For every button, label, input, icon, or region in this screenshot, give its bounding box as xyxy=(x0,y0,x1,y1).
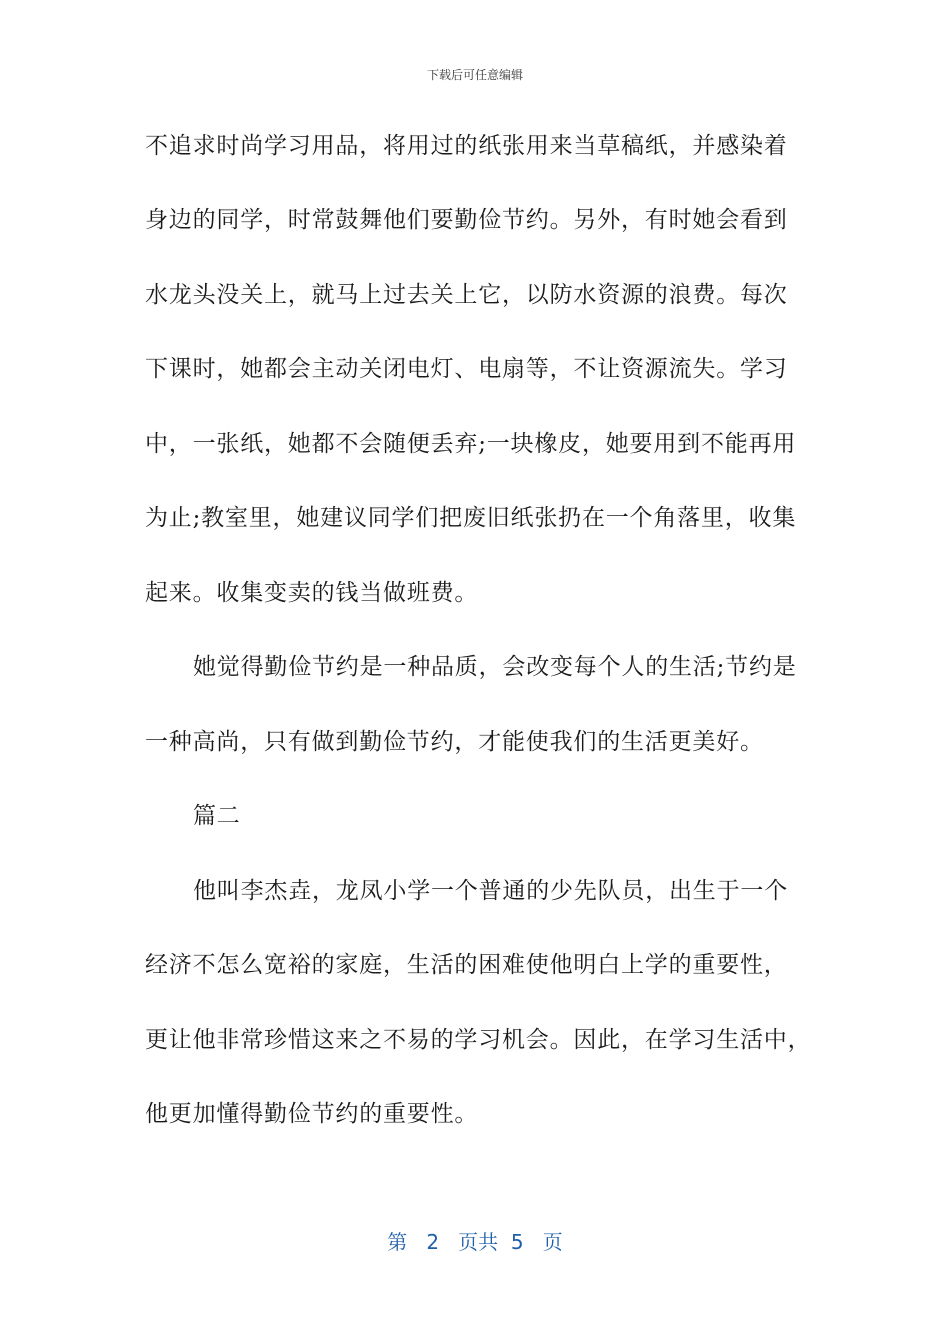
page-header: 下载后可任意编辑 xyxy=(426,68,523,82)
footer-suffix: 页 xyxy=(542,1230,563,1254)
page-footer xyxy=(0,1226,950,1255)
paragraph-start-line: 他叫李杰垚，龙凤小学一个普通的少先队员，出生于一个 xyxy=(193,878,788,904)
body-line: 中，一张纸，她都不会随便丢弃;一块橡皮，她要用到不能再用 xyxy=(145,431,797,457)
body-line: 经济不怎么宽裕的家庭，生活的困难使他明白上学的重要性， xyxy=(145,952,788,978)
body-line: 一种高尚，只有做到勤俭节约，才能使我们的生活更美好。 xyxy=(145,729,764,755)
body-line: 他更加懂得勤俭节约的重要性。 xyxy=(145,1101,479,1127)
total-pages-number: 5 xyxy=(510,1230,524,1254)
body-line: 身边的同学，时常鼓舞他们要勤俭节约。另外，有时她会看到 xyxy=(145,207,788,233)
body-line: 不追求时尚学习用品，将用过的纸张用来当草稿纸，并感染着 xyxy=(145,133,788,159)
body-line: 为止;教室里，她建议同学们把废旧纸张扔在一个角落里，收集 xyxy=(145,505,797,531)
current-page-number: 2 xyxy=(426,1230,440,1254)
paragraph-start-line: 她觉得勤俭节约是一种品质，会改变每个人的生活;节约是 xyxy=(193,654,797,680)
body-line: 下课时，她都会主动关闭电灯、电扇等，不让资源流失。学习 xyxy=(145,356,788,382)
section-heading: 篇二 xyxy=(193,803,241,829)
footer-middle: 页共 xyxy=(458,1230,499,1254)
body-line: 起来。收集变卖的钱当做班费。 xyxy=(145,580,479,606)
body-line: 水龙头没关上，就马上过去关上它，以防水资源的浪费。每次 xyxy=(145,282,788,308)
footer-prefix: 第 xyxy=(387,1230,408,1254)
body-line: 更让他非常珍惜这来之不易的学习机会。因此，在学习生活中， xyxy=(145,1027,812,1053)
